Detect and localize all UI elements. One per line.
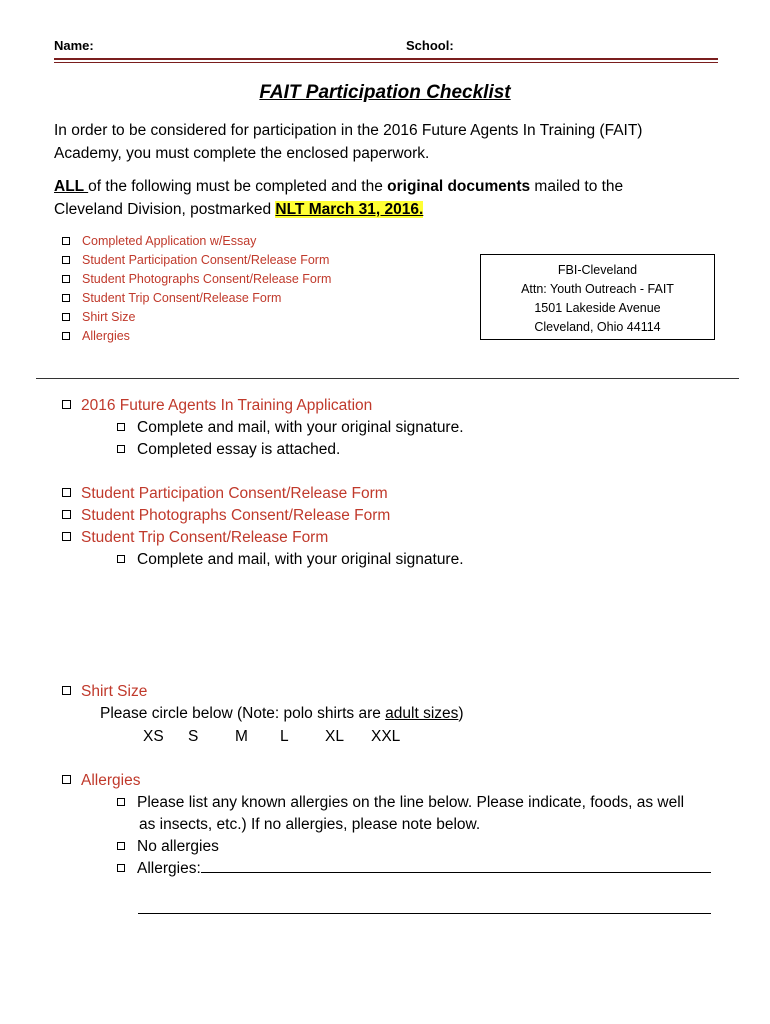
size-xl[interactable]: XL — [325, 728, 344, 745]
summary-checklist — [62, 232, 331, 346]
name-label: Name: — [54, 38, 94, 53]
allergies-field-label: Allergies: — [137, 860, 201, 877]
list-item[interactable]: Shirt Size — [62, 308, 331, 327]
participation-form-item[interactable]: Student Participation Consent/Release Form — [62, 483, 388, 505]
consent-sub-signature[interactable]: Complete and mail, with your original signature. — [117, 549, 464, 571]
instruction-text-1: of the following must be completed and the — [88, 178, 388, 195]
checkbox-icon[interactable] — [62, 294, 70, 302]
list-item[interactable]: Student Trip Consent/Release Form — [62, 289, 331, 308]
section-divider — [36, 378, 739, 379]
all-emphasis: ALL — [54, 178, 89, 195]
checkbox-icon[interactable] — [62, 275, 70, 283]
application-sub-essay[interactable]: Completed essay is attached. — [117, 439, 340, 461]
address-line: Attn: Youth Outreach - FAIT — [521, 282, 674, 296]
checkbox-icon[interactable] — [117, 555, 125, 563]
allergies-input-line[interactable] — [201, 858, 711, 873]
intro-paragraph: In order to be considered for participation in the 2016 Future Agents In Training (FAIT) Academy, you must complete the enclosed paperwork. — [54, 122, 643, 162]
application-item[interactable]: 2016 Future Agents In Training Application — [62, 395, 372, 417]
instruction-text-2: mailed to the Cleveland Division, postmarked — [54, 178, 624, 218]
original-documents: original documents — [387, 178, 531, 195]
checkbox-icon[interactable] — [62, 510, 71, 519]
deadline-highlight: NLT March 31, 2016. — [275, 201, 424, 218]
address-line: FBI-Cleveland — [557, 263, 638, 277]
photographs-form-item[interactable]: Student Photographs Consent/Release Form — [62, 505, 390, 527]
size-m[interactable]: M — [235, 728, 248, 745]
application-sub-signature[interactable]: Complete and mail, with your original signature. — [117, 417, 464, 439]
mailing-address-box — [480, 254, 715, 340]
size-l[interactable]: L — [280, 728, 289, 745]
trip-form-item[interactable]: Student Trip Consent/Release Form — [62, 527, 328, 549]
checkbox-icon[interactable] — [62, 332, 70, 340]
allergies-field-row[interactable] — [117, 858, 711, 880]
size-xxl[interactable]: XXL — [371, 728, 401, 745]
checkbox-icon[interactable] — [117, 423, 125, 431]
checkbox-icon[interactable] — [62, 488, 71, 497]
header-rule — [54, 58, 718, 60]
shirt-size-item[interactable]: Shirt Size — [62, 681, 147, 703]
checkbox-icon[interactable] — [62, 532, 71, 541]
no-allergies-item[interactable]: No allergies — [117, 836, 219, 858]
checkbox-icon[interactable] — [62, 686, 71, 695]
address-line: 1501 Lakeside Avenue — [534, 301, 661, 315]
checkbox-icon[interactable] — [62, 256, 70, 264]
shirt-note: Please circle below (Note: polo shirts are adult sizes) — [100, 705, 464, 722]
list-item[interactable]: Student Photographs Consent/Release Form — [62, 270, 331, 289]
adult-sizes: adult sizes — [385, 705, 459, 722]
list-item[interactable]: Completed Application w/Essay — [62, 232, 331, 251]
checkbox-icon[interactable] — [62, 400, 71, 409]
checkbox-icon[interactable] — [62, 775, 71, 784]
checkbox-icon[interactable] — [117, 864, 125, 872]
size-s[interactable]: S — [188, 728, 199, 745]
list-item[interactable]: Allergies — [62, 327, 331, 346]
allergies-sub-list-cont: as insects, etc.) If no allergies, please note below. — [139, 816, 481, 833]
checkbox-icon[interactable] — [62, 313, 70, 321]
checkbox-icon[interactable] — [117, 798, 125, 806]
page-title: FAIT Participation Checklist — [259, 82, 511, 103]
school-label: School: — [406, 38, 454, 53]
address-line: Cleveland, Ohio 44114 — [534, 320, 661, 334]
instruction-paragraph — [54, 175, 674, 221]
checkbox-icon[interactable] — [62, 237, 70, 245]
checkbox-icon[interactable] — [117, 842, 125, 850]
header-rule-thin — [54, 62, 718, 63]
allergies-input-line-2[interactable] — [138, 913, 711, 914]
allergies-item[interactable]: Allergies — [62, 770, 140, 792]
allergies-sub-list[interactable]: Please list any known allergies on the line below. Please indicate, foods, as well — [117, 792, 684, 814]
size-xs[interactable]: XS — [143, 728, 164, 745]
checkbox-icon[interactable] — [117, 445, 125, 453]
list-item[interactable]: Student Participation Consent/Release Form — [62, 251, 331, 270]
